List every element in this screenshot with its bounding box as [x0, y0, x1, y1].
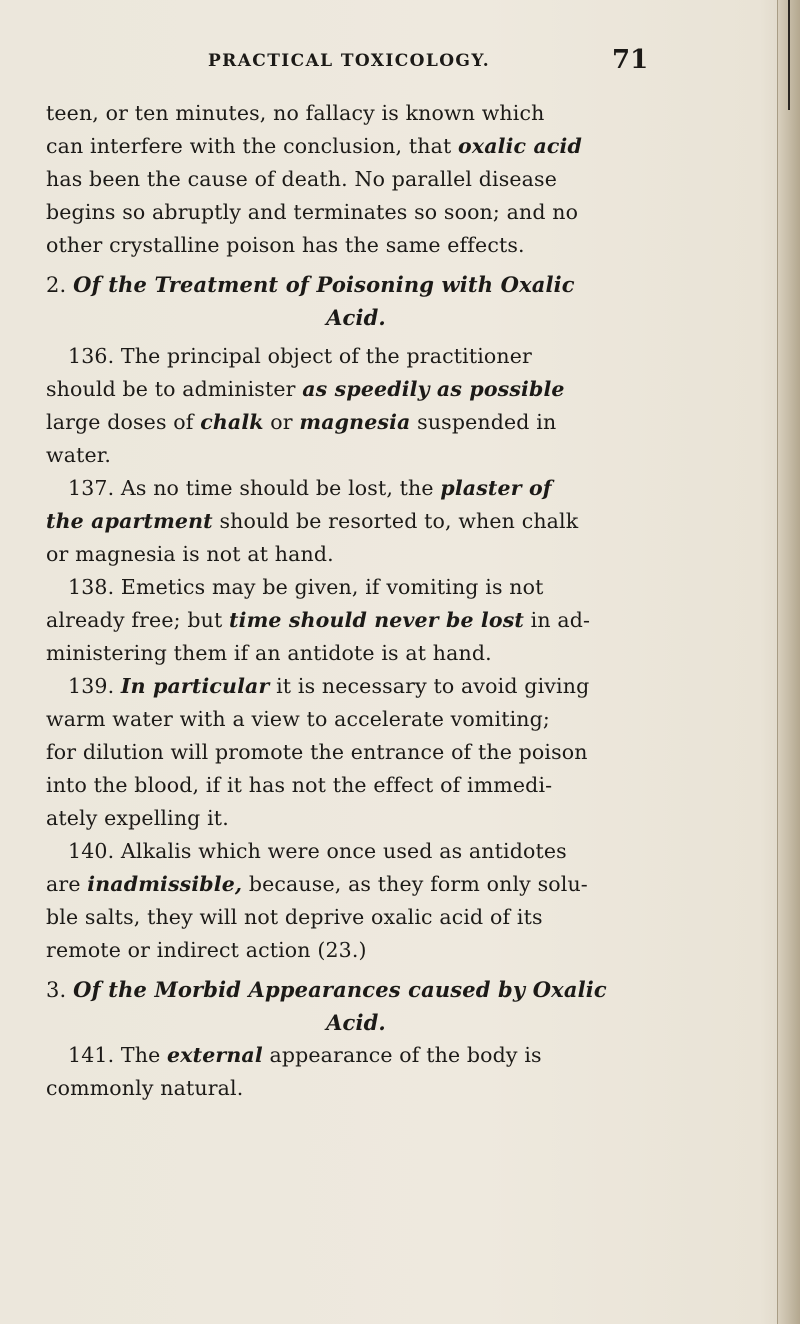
text-run: for dilution will promote the entrance of the poison: [46, 740, 588, 764]
italic-text: chalk: [200, 410, 264, 434]
page-edge: [777, 0, 800, 1324]
text-run: should be to administer: [46, 377, 303, 401]
text-run: 2.: [46, 273, 74, 297]
text-run: begins so abruptly and terminates so soon; and no: [46, 200, 579, 224]
text-run: teen, or ten minutes, no fallacy is known which: [46, 101, 545, 125]
italic-text: the apartment: [46, 509, 213, 533]
text-run: 141. The: [68, 1043, 168, 1067]
text-run: 3.: [46, 978, 74, 1002]
text-line: [46, 637, 666, 670]
text-line: [46, 934, 666, 967]
text-run: commonly natural.: [46, 1076, 244, 1100]
text-line: [46, 1039, 666, 1072]
text-run: ministering them if an antidote is at hand.: [46, 641, 492, 665]
text-line: [46, 340, 666, 373]
text-run: remote or indirect action (23.): [46, 938, 367, 962]
text-run: 138. Emetics may be given, if vomiting is not: [68, 575, 544, 599]
text-run: or: [263, 410, 300, 434]
text-line: [46, 868, 666, 901]
text-line: [46, 703, 666, 736]
text-run: 139.: [68, 674, 121, 698]
text-line: [46, 301, 666, 334]
text-line: [46, 604, 666, 637]
text-run: 136. The principal object of the practitioner: [68, 344, 532, 368]
text-run: appearance of the body is: [262, 1043, 542, 1067]
text-line: [46, 130, 666, 163]
italic-text: In particular: [120, 674, 270, 698]
text-run: in ad-: [524, 608, 591, 632]
text-run: water.: [46, 443, 112, 467]
text-line: [46, 97, 666, 130]
page-number: 71: [612, 45, 649, 75]
text-run: or magnesia is not at hand.: [46, 542, 334, 566]
text-run: are: [46, 872, 88, 896]
italic-text: oxalic acid: [458, 134, 582, 158]
text-run: other crystalline poison has the same effects.: [46, 233, 525, 257]
italic-text: external: [167, 1043, 263, 1067]
text-line: [46, 406, 666, 439]
text-run: it is necessary to avoid giving: [269, 674, 590, 698]
text-run: can interfere with the conclusion, that: [46, 134, 459, 158]
italic-text: time should never be lost: [229, 608, 524, 632]
text-line: [46, 163, 666, 196]
text-line: [46, 439, 666, 472]
text-run: 137. As no time should be lost, the: [68, 476, 441, 500]
text-line: [46, 769, 666, 802]
text-line: [46, 505, 666, 538]
text-run: ately expelling it.: [46, 806, 229, 830]
italic-text: Of the Morbid Appearances caused by Oxalic: [73, 977, 607, 1002]
header-title: PRACTICAL TOXICOLOGY.: [208, 51, 491, 71]
text-line: [46, 973, 666, 1006]
text-line: [46, 571, 666, 604]
text-run: 140. Alkalis which were once used as antidotes: [68, 839, 567, 863]
italic-text: Of the Treatment of Poisoning with Oxalic: [73, 272, 575, 297]
text-line: [46, 802, 666, 835]
italic-text: magnesia: [299, 410, 411, 434]
text-line: [46, 901, 666, 934]
text-run: warm water with a view to accelerate vomiting;: [46, 707, 550, 731]
text-line: [46, 1072, 666, 1105]
text-line: [46, 736, 666, 769]
text-line: [46, 538, 666, 571]
text-line: [46, 670, 666, 703]
text-run: should be resorted to, when chalk: [212, 509, 579, 533]
italic-text: as speedily as possible: [302, 377, 565, 401]
text-run: large doses of: [46, 410, 201, 434]
body-text: [46, 97, 666, 1105]
running-head: [0, 45, 800, 85]
text-run: because, as they form only solu-: [242, 872, 588, 896]
text-run: has been the cause of death. No parallel disease: [46, 167, 558, 191]
text-line: [46, 373, 666, 406]
text-run: suspended in: [410, 410, 557, 434]
text-line: [46, 472, 666, 505]
text-line: [46, 835, 666, 868]
text-run: into the blood, if it has not the effect of immedi-: [46, 773, 553, 797]
text-line: [46, 229, 666, 262]
text-line: [46, 268, 666, 301]
italic-text: Acid.: [326, 305, 386, 330]
text-line: [46, 1006, 666, 1039]
italic-text: Acid.: [326, 1010, 386, 1035]
italic-text: inadmissible,: [87, 872, 243, 896]
text-line: [46, 196, 666, 229]
text-run: ble salts, they will not deprive oxalic acid of its: [46, 905, 543, 929]
text-run: already free; but: [46, 608, 230, 632]
italic-text: plaster of: [440, 476, 552, 500]
